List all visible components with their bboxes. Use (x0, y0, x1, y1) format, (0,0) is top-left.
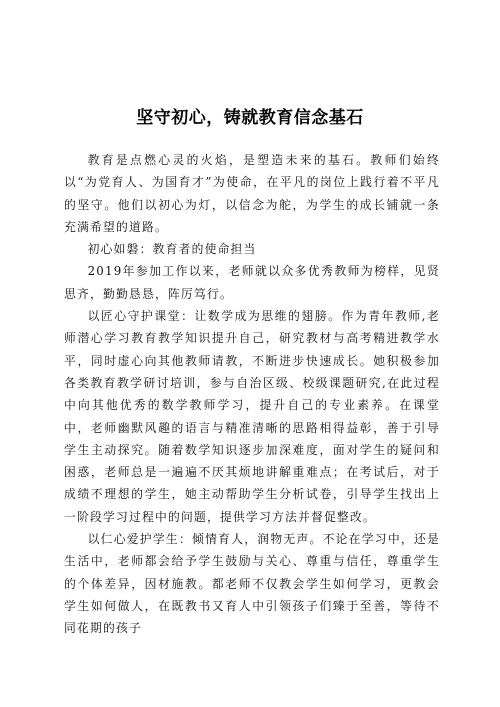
section-heading: 初心如磐：教育者的使命担当 (87, 242, 257, 257)
paragraph-intro: 教育是点燃心灵的火焰，是塑造未来的基石。教师们始终以“为党育人、为国育才”为使命，在平凡的岗位上践行着不平凡的坚守。他们以初心为灯，以信念为舵，为学生的成长铺就一条充满希望的道路。 (64, 153, 440, 234)
paragraph-classroom: 以匠心守护课堂：让数学成为思维的翅膀。作为青年教师,老师潜心学习教育教学知识提升自己，研究教材与高考精进教学水平，同时虚心向其他教师请教，不断进步快速成长。她积极参加各类教育教学研讨培训，参与自治区级、校级课题研究,在此过程中向其他优秀的数学教师学习，提升自己的专业素养。在课堂中，老师幽默风趣的语言与精准清晰的思路相得益彰，善于引导学生主动探究。随着数学知识逐步加深难度，面对学生的疑问和困惑，老师总是一遍遍不厌其烦地讲解重难点；在考试后，对于成绩不理想的学生，她主动帮助学生分析试卷，引导学生找出上一阶段学习过程中的问题，提供学习方法并督促整改。 (64, 309, 440, 524)
paragraph-since-2019: 2019年参加工作以来，老师就以众多优秀教师为榜样，见贤思齐，勤勤恳恳，阵厉笃行。 (64, 264, 440, 301)
document-title: 坚守初心，铸就教育信念基石 (136, 108, 364, 128)
paragraph-students: 以仁心爱护学生：倾情育人，润物无声。不论在学习中，还是生活中，老师都会给予学生鼓励与关心、尊重与信任，尊重学生的个体差异，因材施教。都老师不仅教会学生如何学习，更教会学生如何做人，在既教书又育人中引领孩子们臻于至善，等待不同花期的孩子 (64, 532, 440, 636)
document-body (64, 149, 440, 640)
